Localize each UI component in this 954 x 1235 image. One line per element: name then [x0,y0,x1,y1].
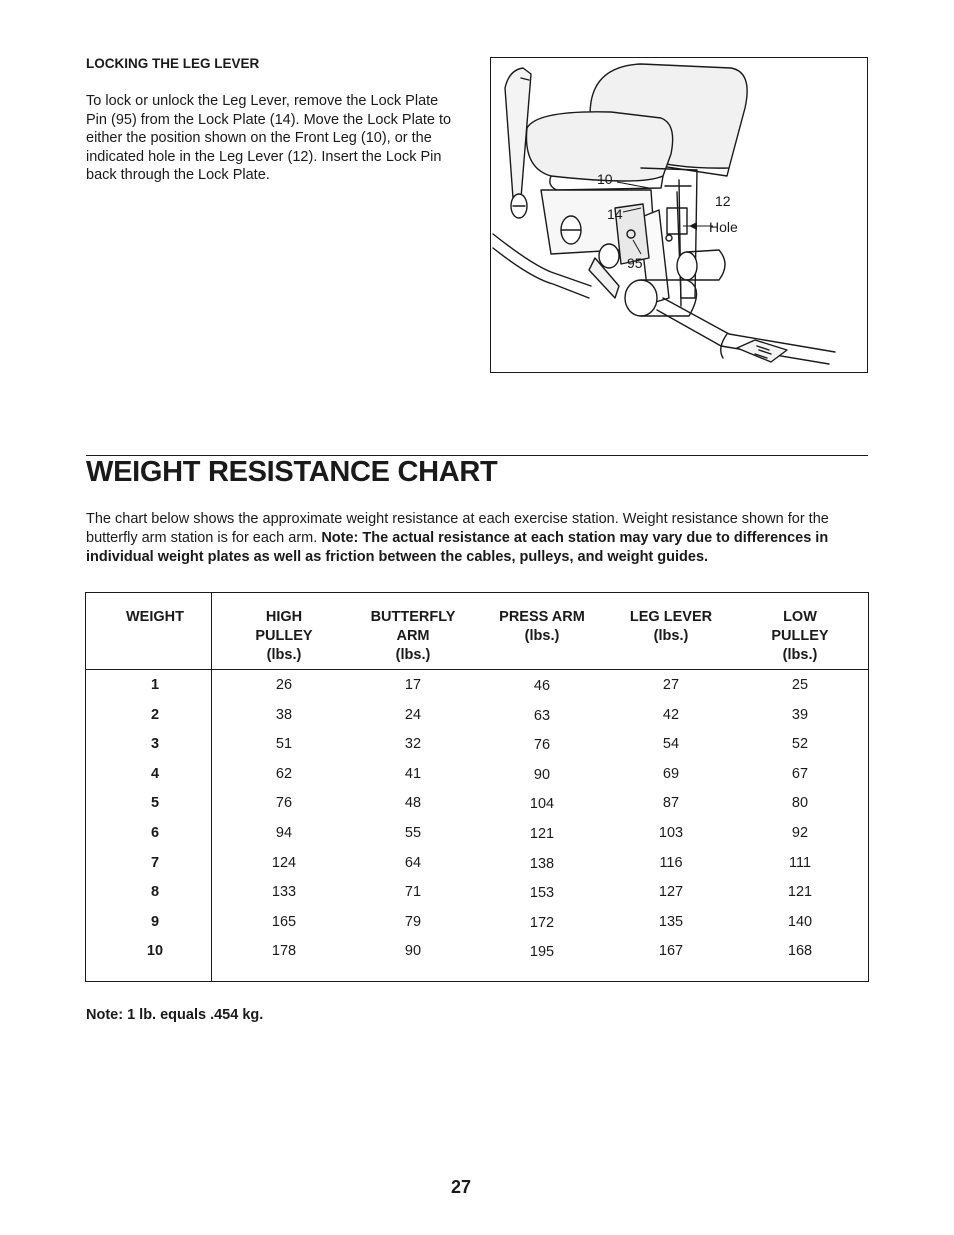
callout-leg-lever-12: 12 [715,193,731,209]
table-cell: 51 [275,736,293,753]
table-cell: 80 [791,795,809,812]
conversion-note: Note: 1 lb. equals .454 kg. [86,1007,264,1023]
table-cell: 8 [150,884,160,901]
header-line: HIGH [265,609,303,625]
table-cell: 2 [150,706,160,723]
table-cell: 103 [658,824,684,841]
table-cell: 133 [271,884,297,901]
table-cell: 25 [791,677,809,693]
table-cell: 54 [662,736,680,753]
header-line: (lbs.) [266,647,302,664]
page-number: 27 [450,1177,472,1197]
table-cell: 124 [271,854,297,871]
header-line: LOW [783,609,817,625]
table-cell: 9 [150,913,160,930]
table-cell: 94 [275,824,293,841]
column-weight [95,677,215,973]
table-cell: 10 [146,943,164,960]
table-cell: 62 [275,765,293,782]
table-cell: 17 [404,677,422,693]
header-leg-lever [611,608,731,646]
table-cell: 27 [662,677,680,693]
header-line: PULLEY [771,628,829,645]
column-press-arm [482,678,602,974]
table-cell: 52 [791,736,809,753]
table-cell: 32 [404,736,422,753]
column-butterfly-arm [353,677,473,973]
callout-front-leg-10: 10 [597,171,613,187]
machine-illustration [491,58,867,372]
column-low-pulley [740,677,860,973]
header-press-arm [482,608,602,646]
column-leg-lever [611,677,731,973]
header-line: LEG LEVER [629,609,713,625]
weight-resistance-table [85,592,869,982]
table-cell: 42 [662,706,680,723]
table-cell: 55 [404,824,422,841]
table-cell: 167 [658,943,684,960]
table-cell: 121 [787,884,813,901]
table-cell: 7 [150,854,160,871]
table-cell: 63 [533,707,551,724]
header-line: (lbs.) [782,647,818,664]
table-cell: 87 [662,795,680,812]
locking-instructions: To lock or unlock the Leg Lever, remove the Lock Plate Pin (95) from the Lock Plate (14). Move the Lock Plate to either the position shown on the Front Leg (10), or the indicated hole in the Leg Lever (12). Insert the Lock Pin back through the Lock Plate. [86,93,452,184]
leg-lever-diagram [490,57,868,373]
locking-leg-lever-heading: LOCKING THE LEG LEVER [86,56,260,71]
header-line: (lbs.) [395,647,431,664]
column-high-pulley [224,677,344,973]
table-cell: 79 [404,913,422,930]
table-cell: 76 [275,795,293,812]
table-cell: 172 [529,914,555,931]
header-butterfly-arm [353,608,473,666]
table-cell: 135 [658,913,684,930]
table-cell: 64 [404,854,422,871]
table-cell: 104 [529,796,555,813]
table-cell: 138 [529,855,555,872]
table-cell: 39 [791,706,809,723]
table-cell: 90 [533,766,551,783]
table-cell: 67 [791,765,809,782]
header-low-pulley [740,608,860,666]
header-line: BUTTERFLY [370,609,456,625]
header-line: ARM [396,628,430,645]
header-high-pulley [224,608,344,666]
table-cell: 1 [150,677,160,693]
header-line: WEIGHT [126,609,184,625]
table-cell: 3 [150,736,160,753]
table-cell: 195 [529,944,555,961]
table-cell: 116 [659,854,683,871]
table-cell: 71 [404,884,422,901]
table-cell: 69 [662,765,680,782]
table-cell: 26 [275,677,293,693]
table-cell: 46 [533,678,551,694]
table-cell: 153 [529,885,555,902]
header-weight [95,608,215,627]
table-cell: 168 [787,943,813,960]
table-cell: 178 [271,943,297,960]
header-line: PRESS ARM [499,609,585,625]
chart-intro-text: The chart below shows the approximate weight resistance at each exercise station. Weight resistance shown for the butterfly arm station is for each arm. [86,511,829,546]
table-cell: 5 [150,795,160,812]
table-cell: 111 [788,854,812,871]
table-header-divider [86,669,868,670]
callout-hole: Hole [709,219,738,235]
table-cell: 90 [404,943,422,960]
table-cell: 121 [529,825,555,842]
table-cell: 4 [150,765,160,782]
table-cell: 6 [150,824,160,841]
chart-intro [86,510,870,567]
table-cell: 48 [404,795,422,812]
table-cell: 92 [791,824,809,841]
weight-resistance-chart-title: WEIGHT RESISTANCE CHART [86,456,498,488]
callout-lock-plate-14: 14 [607,206,623,222]
table-cell: 38 [275,706,293,723]
callout-lock-pin-95: 95 [627,255,643,271]
header-line: (lbs.) [524,628,560,645]
table-cell: 140 [787,913,813,930]
table-cell: 76 [533,737,551,754]
table-cell: 24 [404,706,422,723]
chart-intro-note: Note: The actual resistance at each station may vary due to differences in individual weight plates as well as friction between the cables, pulleys, and weight guides. [86,530,829,565]
table-cell: 127 [658,884,684,901]
header-line: (lbs.) [653,628,689,645]
table-cell: 41 [404,765,422,782]
table-cell: 165 [271,913,297,930]
header-line: PULLEY [255,628,313,645]
